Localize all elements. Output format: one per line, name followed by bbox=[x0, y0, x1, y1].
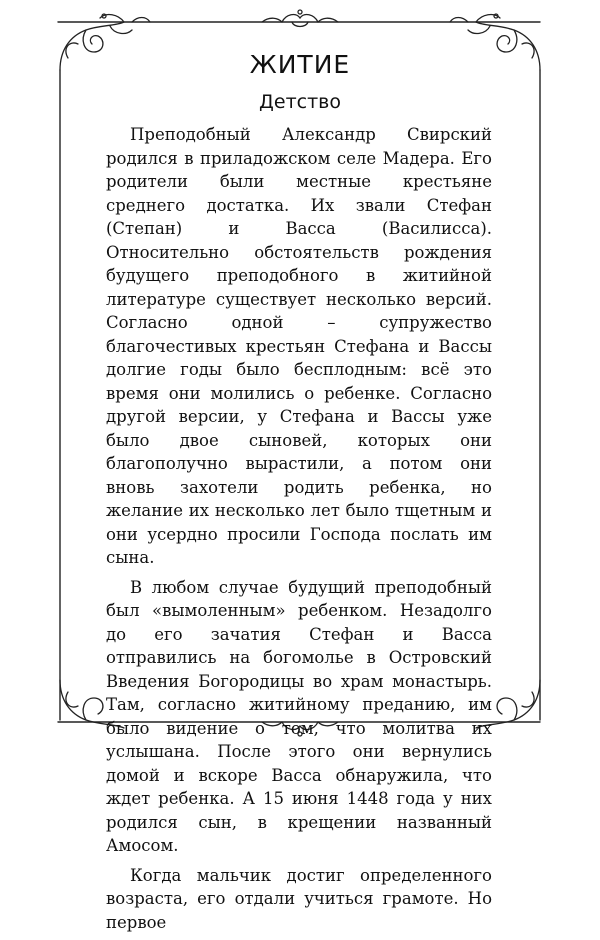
paragraph-3: Когда мальчик достиг определенного возраста, его отдали учиться грамоте. Но первое bbox=[106, 865, 492, 932]
paragraph-2: В любом случае будущий преподобный был «вымоленным» ребенком. Незадолго до его зачатия Стефан и Васса отправились на богомолье в Островский Введения Богородицы во храм монастырь. Там, согласно житийному преданию, им было видение о том, что молитва их услышана. После этого они вернулись домой и вскоре Васса обнаружила, что ждет ребенка. А 15 июня 1448 года у них родился сын, в крещении названный Амосом. bbox=[106, 577, 492, 855]
top-center-ornament bbox=[262, 10, 338, 27]
paragraph-1: Преподобный Александр Свирский родился в приладожском селе Мадера. Его родители были местные крестьяне среднего достатка. Их звали Стефан (Степан) и Васса (Василисса). Относительно обстоятельств рождения будущего преподобного в житийной литературе существует несколько версий. Согласно одной – супружество благочестивых крестьян Стефана и Вассы долгие годы было бесплодным: всё это время они молились о ребенке. Согласно другой версии, у Стефана и Вассы уже было двое сыновей, которых они благополучно вырастили, а потом они вновь захотели родить ребенка, но желание их несколько лет было тщетным и они усердно просили Господа послать им сына. bbox=[106, 125, 492, 567]
body-text bbox=[106, 123, 492, 940]
section-title: Детство bbox=[259, 91, 341, 113]
chapter-title: ЖИТИЕ bbox=[249, 50, 351, 79]
